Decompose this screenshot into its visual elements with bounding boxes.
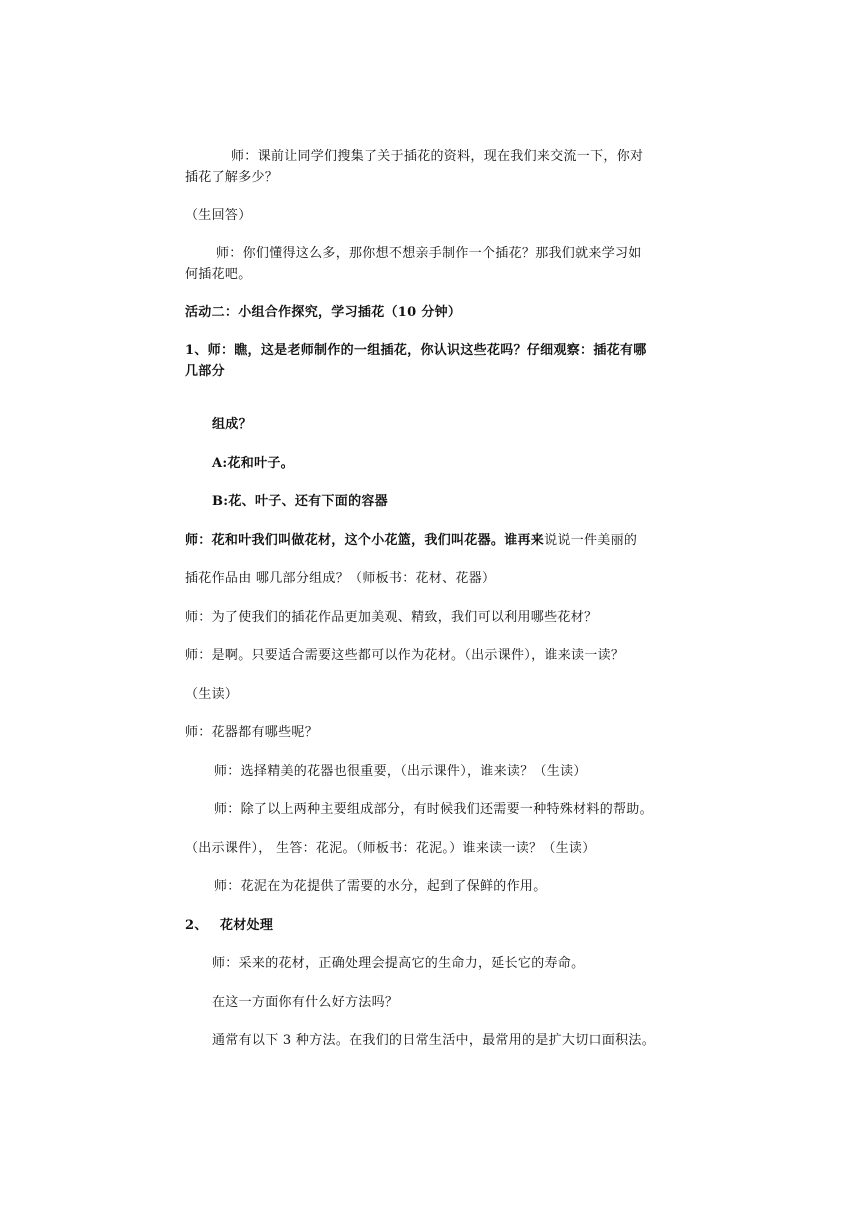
paragraph-invite-line-1: 师：你们懂得这么多，那你想不想亲手制作一个插花？那我们就来学习如 xyxy=(216,246,642,261)
paragraph-floral-foam: 师：花泥在为花提供了需要的水分，起到了保鲜的作用。 xyxy=(214,879,547,894)
paragraph-invite-line-2: 何插花吧。 xyxy=(185,267,252,282)
paragraph-flower-material-line-2: 插花作品由 哪几部分组成？（师板书：花材、花器） xyxy=(185,571,496,586)
question-1-line-3: 组成？ xyxy=(212,417,252,432)
paragraph-good-methods: 在这一方面你有什么好方法吗？ xyxy=(212,995,399,1010)
flower-material-normal-text: 说说一件美丽的 xyxy=(544,533,638,548)
paragraph-material-treatment: 师：采来的花材，正确处理会提高它的生命力，延长它的寿命。 xyxy=(212,956,585,971)
paragraph-which-materials: 师：为了使我们的插花作品更加美观、精致，我们可以利用哪些花材？ xyxy=(185,610,598,625)
paragraph-vessels-choice: 师：选择精美的花器也很重要，（出示课件），谁来读？（生读） xyxy=(214,764,587,779)
paragraph-three-methods: 通常有以下 3 种方法。在我们的日常生活中，最常用的是扩大切口面积法。 xyxy=(212,1033,656,1048)
paragraph-special-material-line-1: 师：除了以上两种主要组成部分，有时候我们还需要一种特殊材料的帮助。 xyxy=(214,802,653,817)
paragraph-flower-material-line-1 xyxy=(185,533,637,549)
answer-a: A:花和叶子。 xyxy=(212,456,294,471)
section-2-title: 花材处理 xyxy=(220,918,274,933)
answer-b: B:花、叶子、还有下面的容器 xyxy=(212,494,388,509)
question-1-line-2: 几部分 xyxy=(185,364,225,379)
question-1-line-1: 1、师：瞧，这是老师制作的一组插花，你认识这些花吗？仔细观察：插花有哪 xyxy=(185,343,647,358)
paragraph-intro-line-2: 插花了解多少？ xyxy=(185,170,279,185)
flower-material-bold-text: 师：花和叶我们叫做花材，这个小花篮，我们叫花器。谁再来 xyxy=(185,533,545,548)
paragraph-special-material-line-2: （出示课件）， 生答：花泥。（师板书：花泥。）谁来读一读？（生读） xyxy=(185,841,596,856)
paragraph-intro-line-1: 师：课前让同学们搜集了关于插花的资料，现在我们来交流一下，你对 xyxy=(231,149,644,164)
student-answer-note: （生回答） xyxy=(185,208,252,223)
paragraph-vessels-question: 师：花器都有哪些呢？ xyxy=(185,725,319,740)
paragraph-materials-reading: 师：是啊。只要适合需要这些都可以作为花材。（出示课件），谁来读一读？ xyxy=(185,648,625,663)
section-2-number: 2、 xyxy=(185,918,208,933)
activity-2-heading: 活动二：小组合作探究，学习插花（10 分钟） xyxy=(185,305,462,320)
student-reads-note: （生读） xyxy=(185,687,239,702)
